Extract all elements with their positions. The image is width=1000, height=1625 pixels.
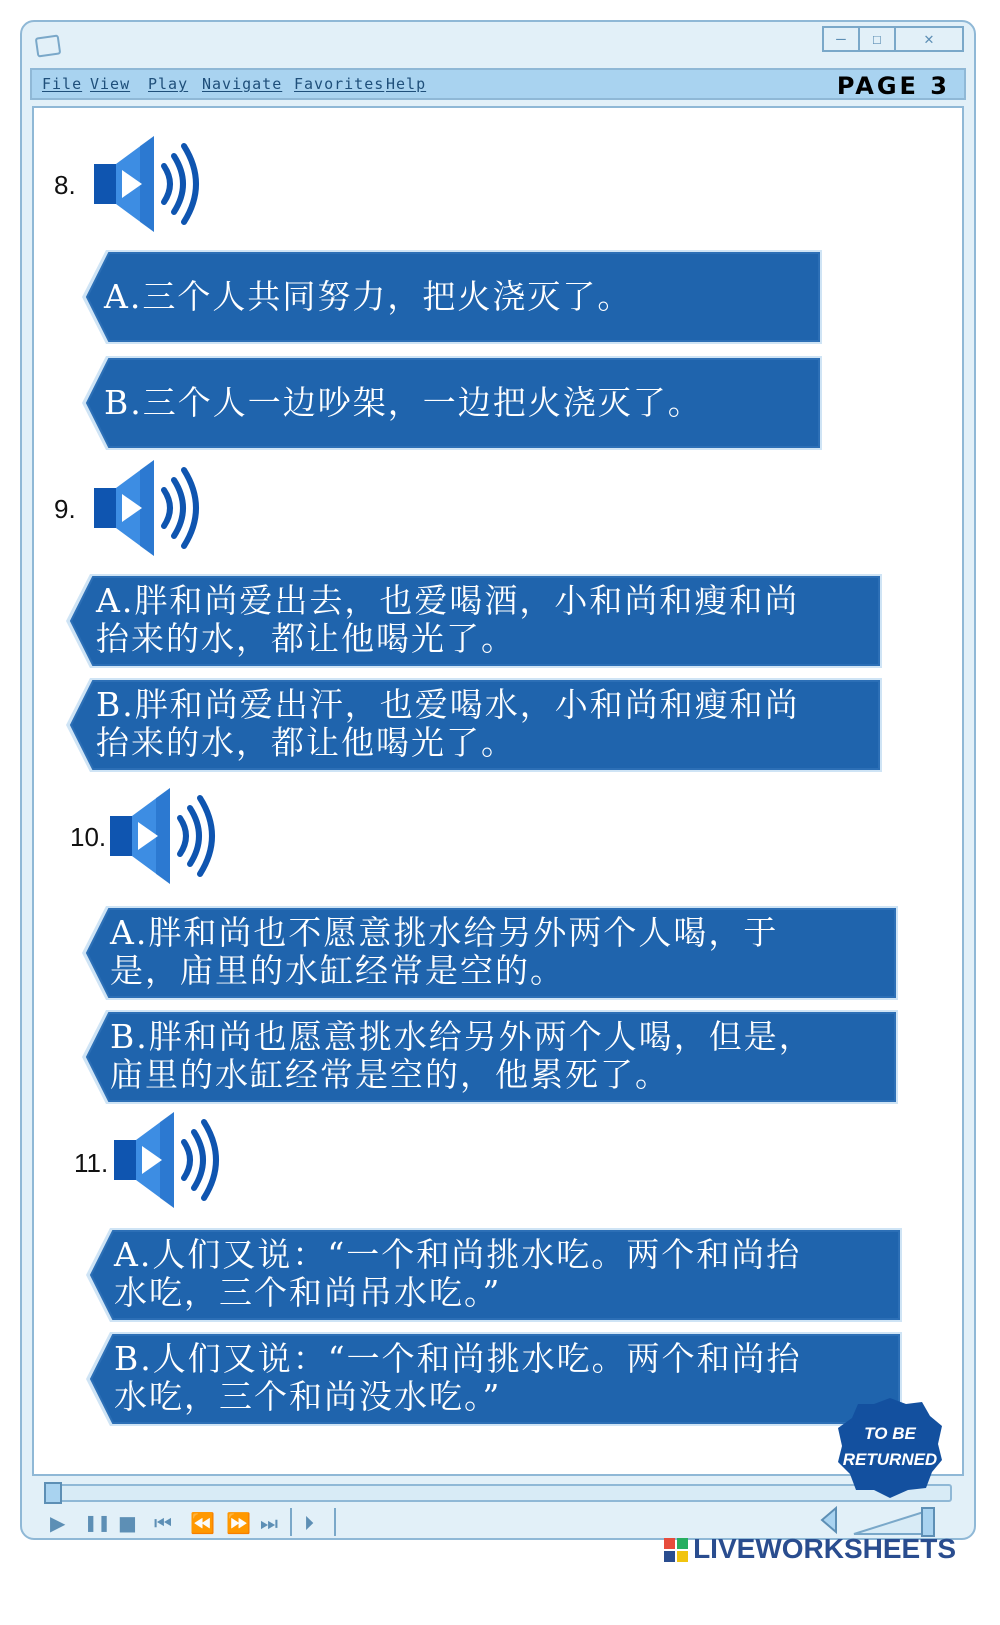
menu-view[interactable]: View — [90, 75, 131, 93]
seek-handle[interactable] — [44, 1482, 62, 1504]
stop-icon[interactable]: ■ — [118, 1511, 137, 1535]
option-b[interactable] — [86, 1332, 902, 1426]
step-icon[interactable]: ⏵ — [304, 1511, 314, 1535]
question-number: 8. — [54, 170, 76, 200]
option-b[interactable] — [66, 678, 882, 772]
menu-file[interactable]: File — [42, 75, 83, 93]
question-number: 9. — [54, 494, 76, 524]
audio-speaker-icon[interactable] — [92, 456, 204, 560]
close-button[interactable]: ✕ — [894, 26, 964, 52]
separator — [334, 1508, 336, 1536]
app-icon — [35, 34, 62, 57]
option-a[interactable] — [82, 906, 898, 1000]
audio-speaker-icon[interactable] — [108, 784, 220, 888]
fast-forward-icon[interactable]: ⏩ — [226, 1511, 251, 1535]
to-be-returned-badge — [836, 1396, 944, 1500]
option-text: A.人们又说：“一个和尚挑水吃。两个和尚抬 水吃，三个和尚吊水吃。” — [114, 1235, 802, 1312]
badge-seal-icon — [836, 1396, 944, 1500]
maximize-button[interactable]: ☐ — [858, 26, 896, 52]
option-text: B.胖和尚爱出汗，也爱喝水，小和尚和瘦和尚 抬来的水，都让他喝光了。 — [96, 685, 800, 762]
menu-favorites[interactable]: Favorites — [294, 75, 385, 93]
badge-line-1: TO BE — [864, 1424, 916, 1443]
pause-icon[interactable]: ❚❚ — [84, 1513, 111, 1532]
audio-speaker-icon[interactable] — [92, 132, 204, 236]
menu-help[interactable]: Help — [386, 75, 427, 93]
worksheet-content — [32, 106, 964, 1476]
option-text: A.胖和尚也不愿意挑水给另外两个人喝，于 是，庙里的水缸经常是空的。 — [110, 913, 779, 990]
option-text: B.胖和尚也愿意挑水给另外两个人喝，但是， 庙里的水缸经常是空的，他累死了。 — [110, 1017, 814, 1094]
option-a[interactable] — [86, 1228, 902, 1322]
option-text: B.人们又说：“一个和尚挑水吃。两个和尚抬 水吃，三个和尚没水吃。” — [114, 1339, 802, 1416]
seek-bar[interactable] — [44, 1484, 952, 1502]
minimize-button[interactable]: — — [822, 26, 860, 52]
menu-play[interactable]: Play — [148, 75, 189, 93]
page-label: PAGE 3 — [836, 72, 950, 100]
rewind-icon[interactable]: ⏪ — [190, 1511, 215, 1535]
question-number: 10. — [70, 822, 107, 852]
separator — [290, 1508, 292, 1536]
option-text: A.三个人共同努力，把火浇灭了。 — [104, 277, 633, 316]
window-controls — [824, 26, 964, 52]
option-text: B.三个人一边吵架，一边把火浇灭了。 — [104, 383, 703, 422]
liveworksheets-logo-icon — [664, 1538, 688, 1562]
menu-navigate[interactable]: Navigate — [202, 75, 283, 93]
option-text: A.胖和尚爱出去，也爱喝酒，小和尚和瘦和尚 抬来的水，都让他喝光了。 — [96, 581, 800, 658]
question-number: 11. — [74, 1148, 109, 1178]
badge-line-2: RETURNED — [842, 1450, 938, 1469]
play-icon[interactable]: ▶ — [50, 1511, 66, 1535]
playback-bar — [32, 1478, 964, 1538]
option-b[interactable] — [82, 356, 822, 450]
menu-bar — [30, 68, 966, 100]
option-b[interactable] — [82, 1010, 898, 1104]
skip-back-icon[interactable]: ⏮ — [154, 1511, 172, 1535]
audio-speaker-icon[interactable] — [112, 1108, 224, 1212]
option-a[interactable] — [66, 574, 882, 668]
option-a[interactable] — [82, 250, 822, 344]
media-player-window — [20, 20, 976, 1540]
footer-brand: LIVEWORKSHEETS — [693, 1533, 956, 1564]
title-bar — [22, 22, 974, 70]
skip-forward-icon[interactable]: ⏭ — [260, 1511, 278, 1535]
